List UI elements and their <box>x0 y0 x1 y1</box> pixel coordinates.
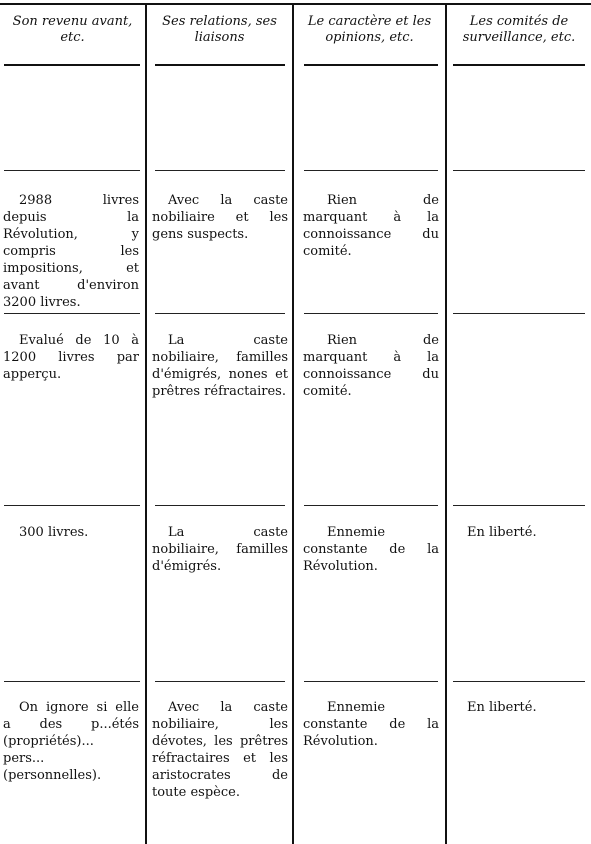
row-separator <box>453 170 585 171</box>
row-separator <box>304 313 438 314</box>
cell-revenu-row4: 300 livres. <box>19 525 89 540</box>
cell-revenu-row5: On ignore si elle a des p...étés (propriétés)... pers... (personnelles). <box>3 700 139 783</box>
row-separator <box>4 505 140 506</box>
header-rule <box>155 64 285 66</box>
row-separator <box>4 681 140 682</box>
column-comites <box>447 0 591 844</box>
row-separator <box>453 681 585 682</box>
cell-relations-row4: La caste nobiliaire, familles d'émigrés. <box>152 525 288 574</box>
column-caractere <box>294 0 445 844</box>
cell-comites-row4: En liberté. <box>467 525 537 540</box>
cell-revenu-row3: Evalué de 10 à 1200 livres par apperçu. <box>3 333 139 382</box>
header-caractere: Le caractère et les opinions, etc. <box>307 14 432 45</box>
cell-relations-row5: Avec la caste nobiliaire, les dévotes, les prêtres réfractaires et les aristocrates de toute espèce. <box>152 700 288 800</box>
cell-caractere-row4: Ennemie constante de la Révolution. <box>303 525 439 574</box>
row-separator <box>4 170 140 171</box>
cell-caractere-row5: Ennemie constante de la Révolution. <box>303 700 439 749</box>
column-relations <box>147 0 292 844</box>
cell-relations-row2: Avec la caste nobiliaire et les gens suspects. <box>152 193 288 242</box>
cell-relations-row3: La caste nobiliaire, familles d'émigrés, nones et prêtres réfractaires. <box>152 333 288 399</box>
cell-caractere-row2: Rien de marquant à la connoissance du comité. <box>303 193 439 259</box>
header-rule <box>453 64 585 66</box>
row-separator <box>155 313 285 314</box>
column-revenu <box>0 0 145 844</box>
row-separator <box>155 681 285 682</box>
header-relations: Ses relations, ses liaisons <box>162 14 277 45</box>
row-separator <box>155 505 285 506</box>
cell-comites-row5: En liberté. <box>467 700 537 715</box>
row-separator <box>304 681 438 682</box>
cell-caractere-row3: Rien de marquant à la connoissance du comité. <box>303 333 439 399</box>
row-separator <box>304 505 438 506</box>
row-separator <box>453 505 585 506</box>
row-separator <box>304 170 438 171</box>
header-rule <box>4 64 140 66</box>
header-rule <box>304 64 438 66</box>
row-separator <box>453 313 585 314</box>
header-revenu: Son revenu avant, etc. <box>12 14 133 45</box>
header-comites: Les comités de surveillance, etc. <box>462 14 576 45</box>
row-separator <box>4 313 140 314</box>
row-separator <box>155 170 285 171</box>
cell-revenu-row2: 2988 livres depuis la Révolution, y compris les impositions, et avant d'environ 3200 livres. <box>3 193 139 310</box>
